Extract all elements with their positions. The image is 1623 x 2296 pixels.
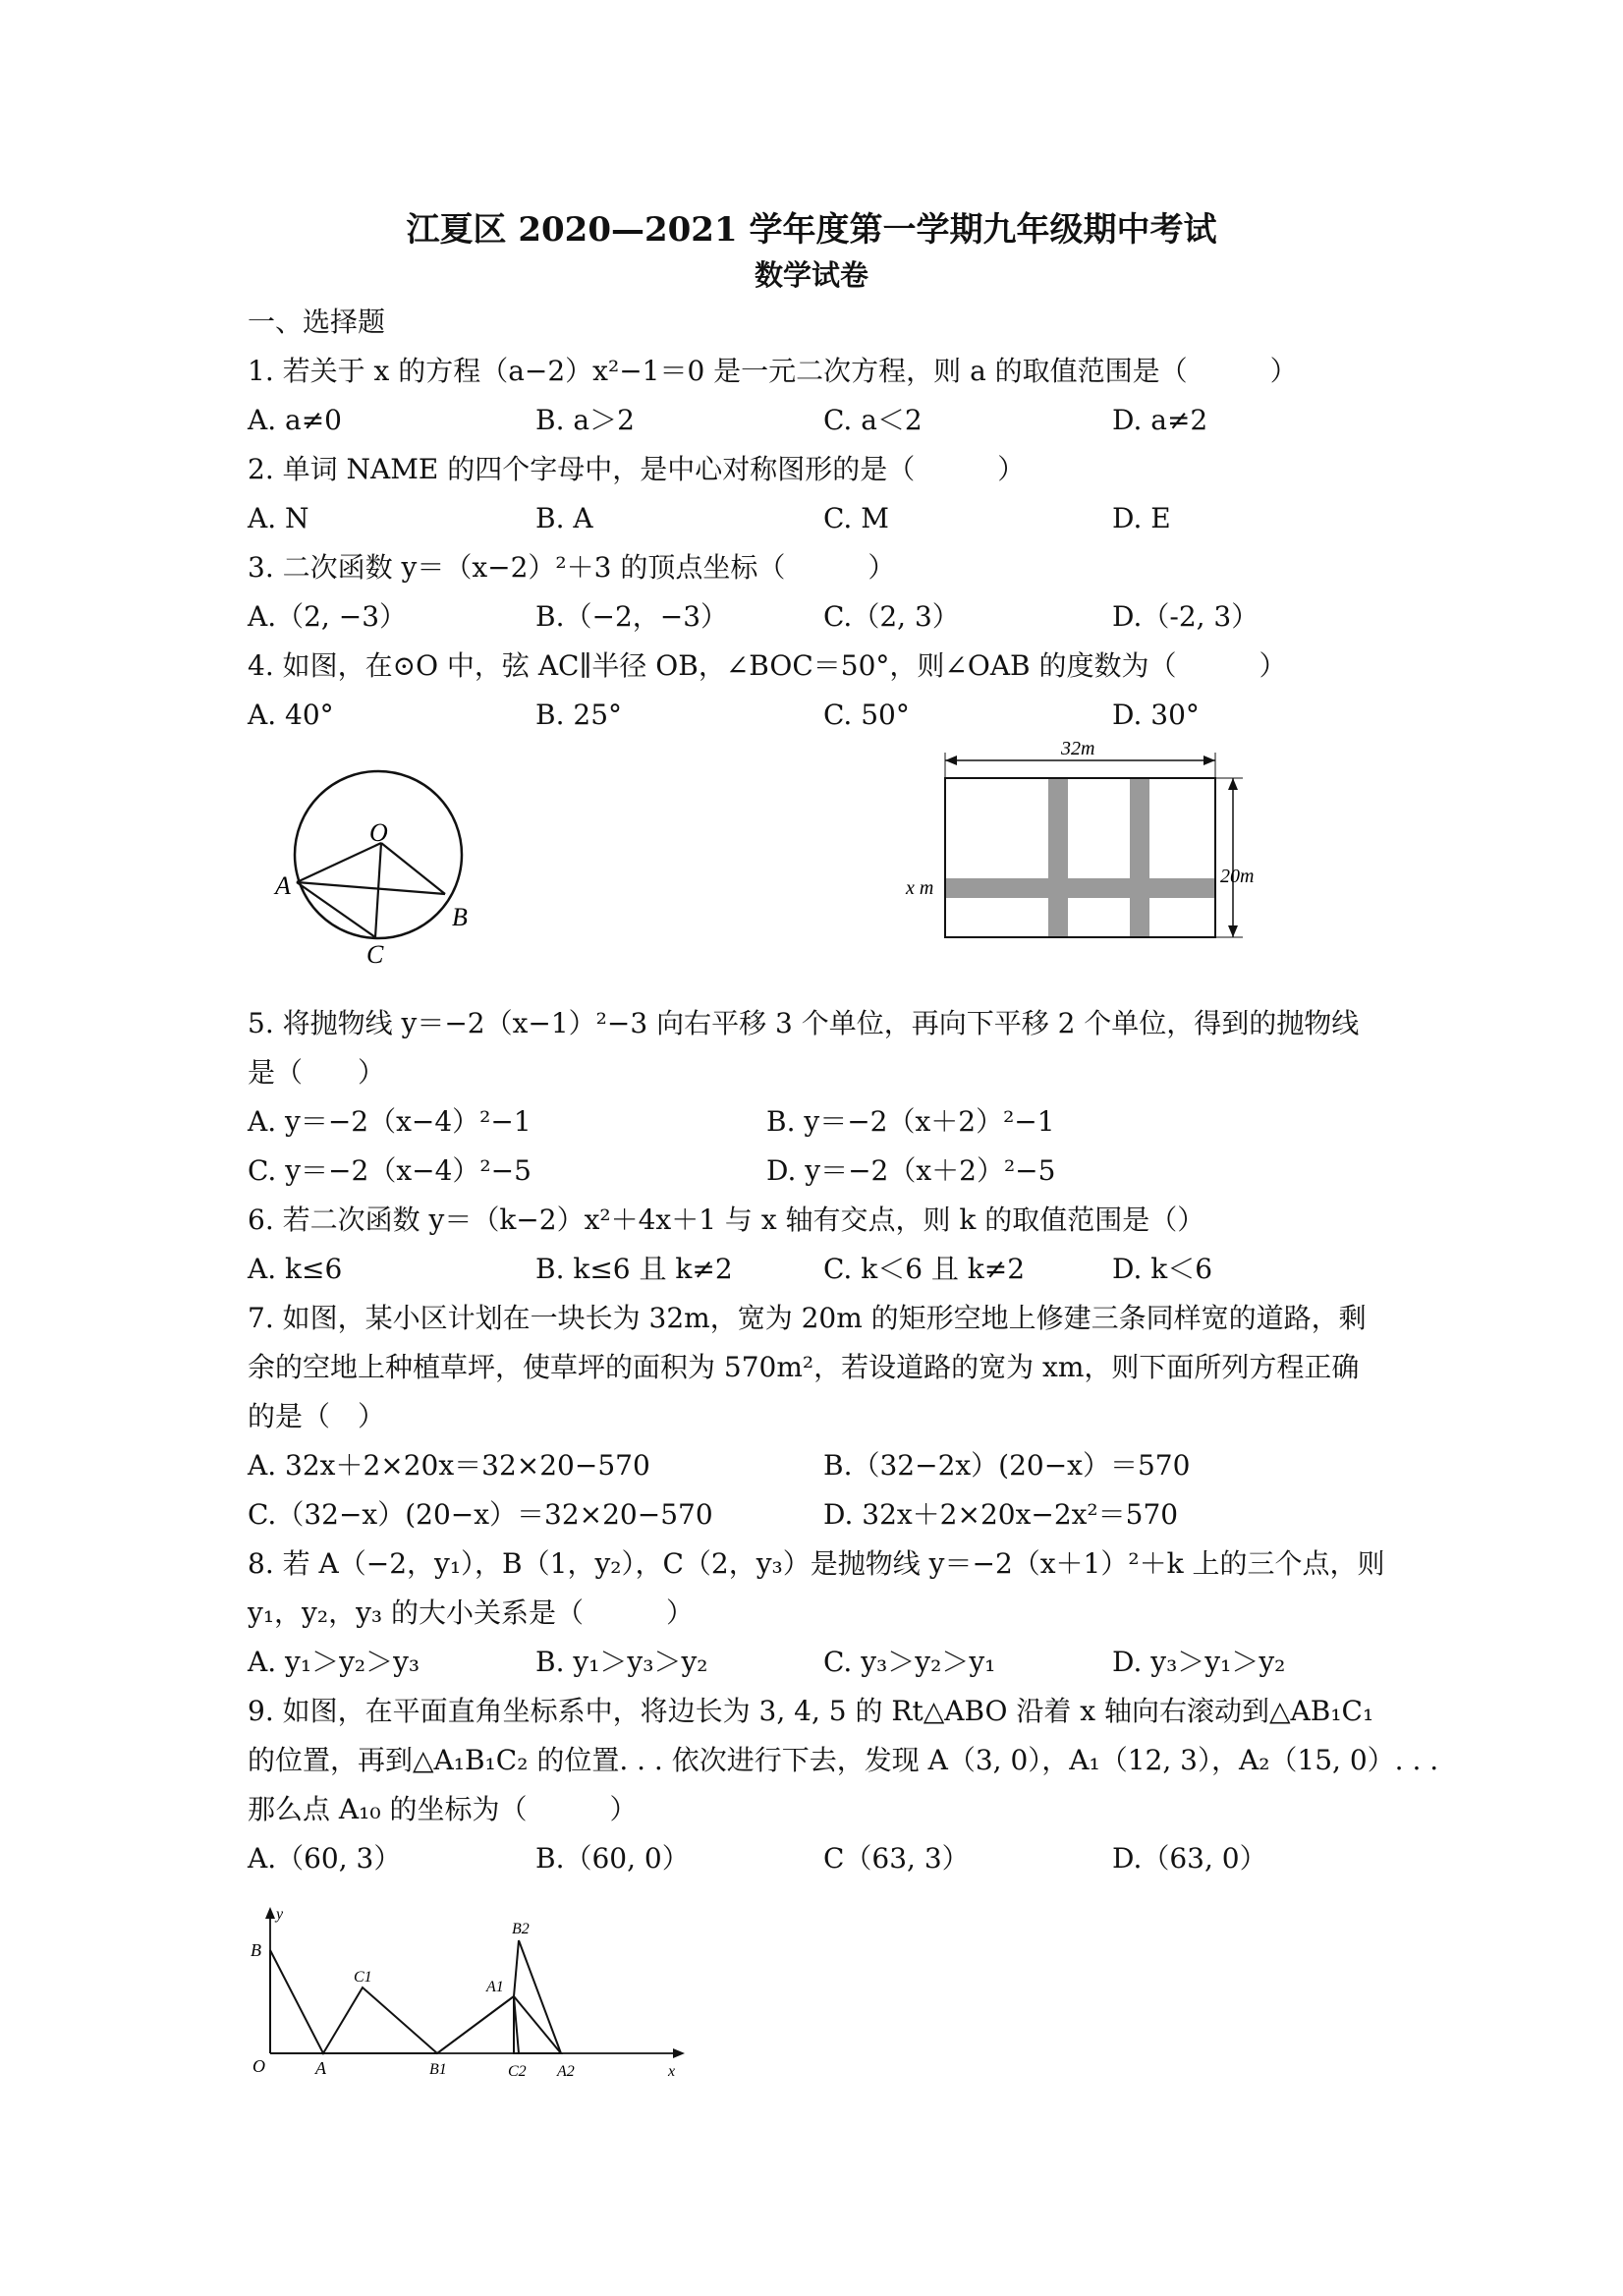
q7-option-b: B.（32−2x）(20−x）＝570 — [823, 1449, 1191, 1482]
q9-option-d: D.（63, 0） — [1112, 1842, 1267, 1875]
q2-option-b: B. A — [535, 502, 593, 534]
label-b: B — [452, 903, 468, 931]
q9-option-b: B.（60, 0） — [535, 1842, 690, 1875]
q4-option-c: C. 50° — [823, 699, 910, 731]
question-1-stem: 1. 若关于 x 的方程（a−2）x²−1＝0 是一元二次方程，则 a 的取值范围是（ ） — [248, 355, 1298, 387]
q7-option-a: A. 32x＋2×20x＝32×20−570 — [248, 1449, 650, 1482]
road-vertical-1 — [1048, 778, 1068, 937]
question-7-stem-line1: 7. 如图，某小区计划在一块长为 32m，宽为 20m 的矩形空地上修建三条同样宽的道路，剩 — [248, 1302, 1367, 1334]
question-5-stem-line2: 是（ ） — [248, 1056, 386, 1089]
q3-option-b: B.（−2，−3） — [535, 600, 729, 633]
q1-option-d: D. a≠2 — [1112, 404, 1208, 436]
question-9-stem-line2: 的位置，再到△A₁B₁C₂ 的位置. . . 依次进行下去，发现 A（3, 0），A₁（12, 3），A₂（15, 0）. . . — [248, 1744, 1439, 1776]
q7-option-c: C.（32−x）(20−x）＝32×20−570 — [248, 1498, 713, 1531]
question-3-stem: 3. 二次函数 y＝（x−2）²＋3 的顶点坐标（ ） — [248, 551, 896, 584]
q5-option-a: A. y＝−2（x−4）²−1 — [248, 1105, 532, 1138]
q5-option-c: C. y＝−2（x−4）²−5 — [248, 1154, 532, 1187]
label-x: x — [668, 2063, 676, 2078]
q6-option-b: B. k≤6 且 k≠2 — [535, 1253, 733, 1285]
q9-option-a: A.（60, 3） — [248, 1842, 402, 1875]
question-6-stem: 6. 若二次函数 y＝（k−2）x²＋4x＋1 与 x 轴有交点，则 k 的取值范围是（） — [248, 1204, 1205, 1236]
question-5-stem-line1: 5. 将抛物线 y＝−2（x−1）²−3 向右平移 3 个单位，再向下平移 2 个单位，得到的抛物线 — [248, 1007, 1360, 1039]
q3-option-a: A.（2, −3） — [248, 600, 408, 633]
q8-option-a: A. y₁＞y₂＞y₃ — [248, 1646, 420, 1678]
road-horizontal — [945, 878, 1215, 898]
road-vertical-2 — [1130, 778, 1149, 937]
q1-option-a: A. a≠0 — [248, 404, 342, 436]
label-origin: O — [252, 2056, 265, 2076]
q2-option-a: A. N — [248, 502, 309, 534]
coordinate-figure — [241, 1901, 693, 2078]
section-heading: 一、选择题 — [248, 306, 386, 338]
rectangle-figure — [904, 739, 1277, 955]
label-o: O — [369, 818, 388, 847]
question-8-stem-line2: y₁，y₂，y₃ 的大小关系是（ ） — [248, 1596, 695, 1629]
circle-figure — [265, 756, 511, 973]
label-a1: A1 — [486, 1979, 504, 1995]
label-c2: C2 — [508, 2063, 527, 2078]
question-8-stem-line1: 8. 若 A（−2，y₁），B（1，y₂），C（2，y₃）是抛物线 y＝−2（x＋1）²＋k 上的三个点，则 — [248, 1547, 1385, 1580]
q1-option-b: B. a＞2 — [535, 404, 635, 436]
label-b2: B2 — [512, 1921, 530, 1937]
label-a: A — [275, 871, 291, 900]
q8-option-d: D. y₃＞y₁＞y₂ — [1112, 1646, 1286, 1678]
label-b1: B1 — [429, 2061, 447, 2078]
label-c1: C1 — [354, 1969, 372, 1986]
label-b: B — [251, 1940, 261, 1960]
q3-option-d: D.（-2, 3） — [1112, 600, 1259, 633]
question-7-stem-line3: 的是（ ） — [248, 1400, 386, 1432]
exam-title: 江夏区 2020—2021 学年度第一学期九年级期中考试 — [406, 210, 1217, 250]
q3-option-c: C.（2, 3） — [823, 600, 960, 633]
question-9-stem-line3: 那么点 A₁₀ 的坐标为（ ） — [248, 1793, 638, 1825]
label-width: 32m — [1061, 739, 1095, 759]
q8-option-c: C. y₃＞y₂＞y₁ — [823, 1646, 996, 1678]
q6-option-c: C. k＜6 且 k≠2 — [823, 1253, 1026, 1285]
label-road-width: x m — [906, 877, 934, 899]
q6-option-a: A. k≤6 — [248, 1253, 343, 1285]
q4-option-d: D. 30° — [1112, 699, 1200, 731]
q6-option-d: D. k＜6 — [1112, 1253, 1213, 1285]
q5-option-d: D. y＝−2（x＋2）²−5 — [766, 1154, 1056, 1187]
q1-option-c: C. a＜2 — [823, 404, 923, 436]
question-7-stem-line2: 余的空地上种植草坪，使草坪的面积为 570m²，若设道路的宽为 xm，则下面所列方程正确 — [248, 1351, 1360, 1383]
question-4-stem: 4. 如图，在⊙O 中，弦 AC∥半径 OB，∠BOC＝50°，则∠OAB 的度数为（ ） — [248, 649, 1287, 682]
q5-option-b: B. y＝−2（x＋2）²−1 — [766, 1105, 1055, 1138]
label-c: C — [366, 940, 384, 969]
q4-option-a: A. 40° — [248, 699, 334, 731]
q4-option-b: B. 25° — [535, 699, 623, 731]
label-y: y — [276, 1906, 284, 1923]
exam-subtitle: 数学试卷 — [754, 258, 868, 292]
label-a2: A2 — [557, 2063, 575, 2078]
q7-option-d: D. 32x＋2×20x−2x²＝570 — [823, 1498, 1179, 1531]
label-a: A — [315, 2058, 326, 2078]
q2-option-d: D. E — [1112, 502, 1171, 534]
label-height: 20m — [1220, 866, 1255, 887]
q2-option-c: C. M — [823, 502, 889, 534]
question-2-stem: 2. 单词 NAME 的四个字母中，是中心对称图形的是（ ） — [248, 453, 1026, 485]
circle-outline — [295, 771, 462, 938]
question-9-stem-line1: 9. 如图，在平面直角坐标系中，将边长为 3, 4, 5 的 Rt△ABO 沿着 x 轴向右滚动到△AB₁C₁ — [248, 1695, 1374, 1727]
q8-option-b: B. y₁＞y₃＞y₂ — [535, 1646, 708, 1678]
q9-option-c: C（63, 3） — [823, 1842, 970, 1875]
